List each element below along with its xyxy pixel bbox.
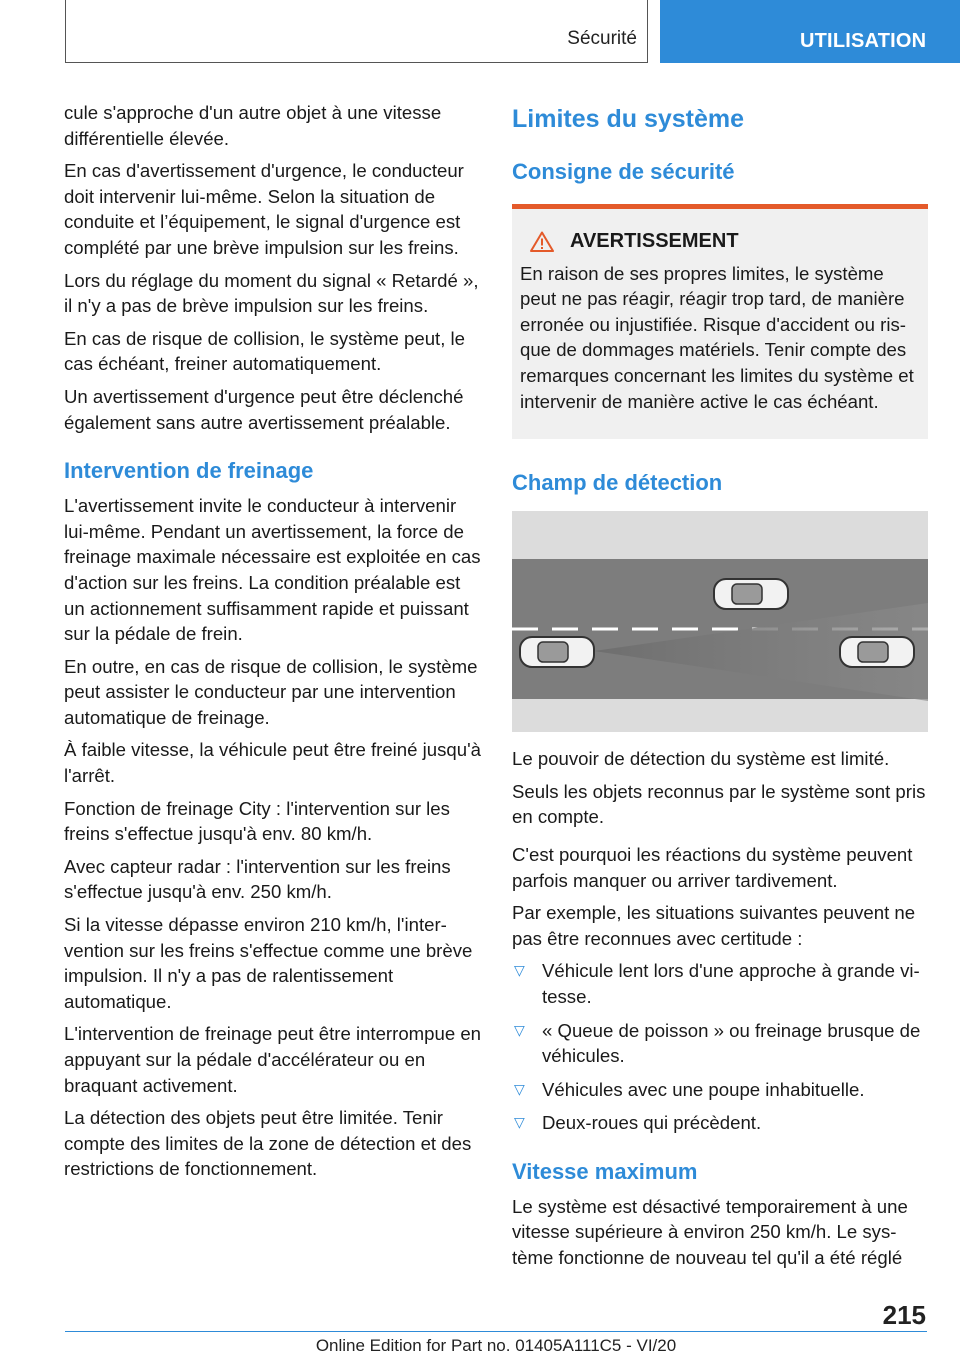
right-column [512,100,928,1278]
footer-edition: Online Edition for Part no. 01405A111C5 - VI/20 [315,1336,677,1355]
heading-safety-notice: Consigne de sécurité [512,159,735,184]
triangle-bullet-icon: ▽ [514,1114,525,1131]
paragraph: Un avertissement d'urgence peut être déclenché également sans autre avertissement préalable. [64,385,464,433]
list-item-text: « Queue de poisson » ou freinage brusque de véhicules. [542,1019,921,1067]
heading-detection-field: Champ de détection [512,470,723,496]
list-item [512,1110,928,1136]
paragraph: En cas d'avertissement d'urgence, le conducteur doit intervenir lui-même. Selon la situation de conduite et l’équipement, le signal d'urgence est complété par une brève impulsion sur les freins. [64,160,464,258]
car-other-lane-icon [714,579,788,609]
detection-field-illustration [512,511,928,732]
left-column [64,100,484,1189]
triangle-bullet-icon: ▽ [514,1021,525,1038]
heading-max-speed: Vitesse maximum [512,1158,698,1184]
triangle-bullet-icon: ▽ [514,962,525,979]
paragraph: En outre, en cas de risque de collision, le système peut assister le conducteur par une intervention automatique de freinage. [64,655,478,728]
triangle-bullet-icon: ▽ [514,1080,525,1097]
list-item-text: Véhicule lent lors d'une approche à grande vitesse. [542,960,920,1007]
list-item-text: Deux-roues qui précèdent. [542,1112,762,1134]
warning-title-row [520,229,920,255]
page-number: 215 [882,1300,926,1330]
paragraph: Le système est désactivé temporairement à une vitesse supérieure à environ 250 km/h. Le système fonctionne de nouveau tel qu'il a été réglé [512,1195,908,1269]
section-title: Sécurité [567,28,637,49]
warning-text: En raison de ses propres limites, le système peut ne pas réagir, réagir trop tard, de manière erronée ou injustifiée. Risque d'accident ou risque de dommages matériels. Tenir compte des remarques concernant les limites du système et intervenir de manière active le cas échéant. [520,262,914,412]
heading-brake-intervention: Intervention de freinage [64,458,314,484]
chapter-tab[interactable]: UTILISATION [660,0,960,63]
paragraph: À faible vitesse, la véhicule peut être freiné jusqu'à l'arrêt. [64,739,481,787]
paragraph: C'est pourquoi les réactions du système peuvent parfois manquer ou arriver tardivement. [512,843,913,891]
list-item [512,958,928,1009]
paragraph: cule s'approche d'un autre objet à une vitesse différentielle élevée. [64,102,442,149]
car-ego-icon [520,637,594,667]
header-section-box [65,0,648,63]
warning-triangle-icon [530,231,554,252]
warning-box [512,204,928,439]
paragraph: Fonction de freinage City : l'intervention sur les freins s'effectue jusqu'à env. 80 km/h. [64,797,450,845]
paragraph: Seuls les objets reconnus par le système sont pris en compte. [512,780,926,828]
paragraph: La détection des objets peut être limitée. Tenir compte des limites de la zone de détection et des restrictions de fonctionnement. [64,1107,472,1180]
paragraph: Lors du réglage du moment du signal « Retardé », il n'y a pas de brève impulsion sur les freins. [64,269,479,317]
warning-title: AVERTISSEMENT [570,230,739,252]
paragraph: L'avertissement invite le conducteur à intervenir lui-même. Pendant un avertissement, la force de freinage maximale nécessaire est exploitée en cas d'action sur les freins. La condition préalable est un actionnement suffisamment rapide et puissant sur la pédale de frein. [64,495,481,645]
paragraph: Le pouvoir de détection du système est limité. [512,748,890,770]
paragraph: Si la vitesse dépasse environ 210 km/h, l'intervention sur les freins s'effectue comme une brève impulsion. Il n'y a pas de ralentissement automatique. [64,914,473,1012]
paragraph: Avec capteur radar : l'intervention sur les freins s'effectue jusqu'à env. 250 km/h. [64,855,451,903]
paragraph: En cas de risque de collision, le système peut, le cas échéant, freiner automatiquement. [64,327,466,375]
heading-system-limits: Limites du système [512,105,745,133]
bullet-list [512,958,928,1136]
list-item [512,1077,928,1103]
paragraph: Par exemple, les situations suivantes peuvent ne pas être reconnues avec certitude : [512,902,916,949]
footer-divider [65,1331,927,1332]
list-item [512,1018,928,1069]
list-item-text: Véhicules avec une poupe inhabituelle. [542,1078,865,1100]
paragraph: L'intervention de freinage peut être interrompue en appuyant sur la pédale d'accélérateur ou en braquant activement. [64,1023,482,1096]
car-ahead-icon [840,637,914,667]
detection-diagram [512,511,928,732]
